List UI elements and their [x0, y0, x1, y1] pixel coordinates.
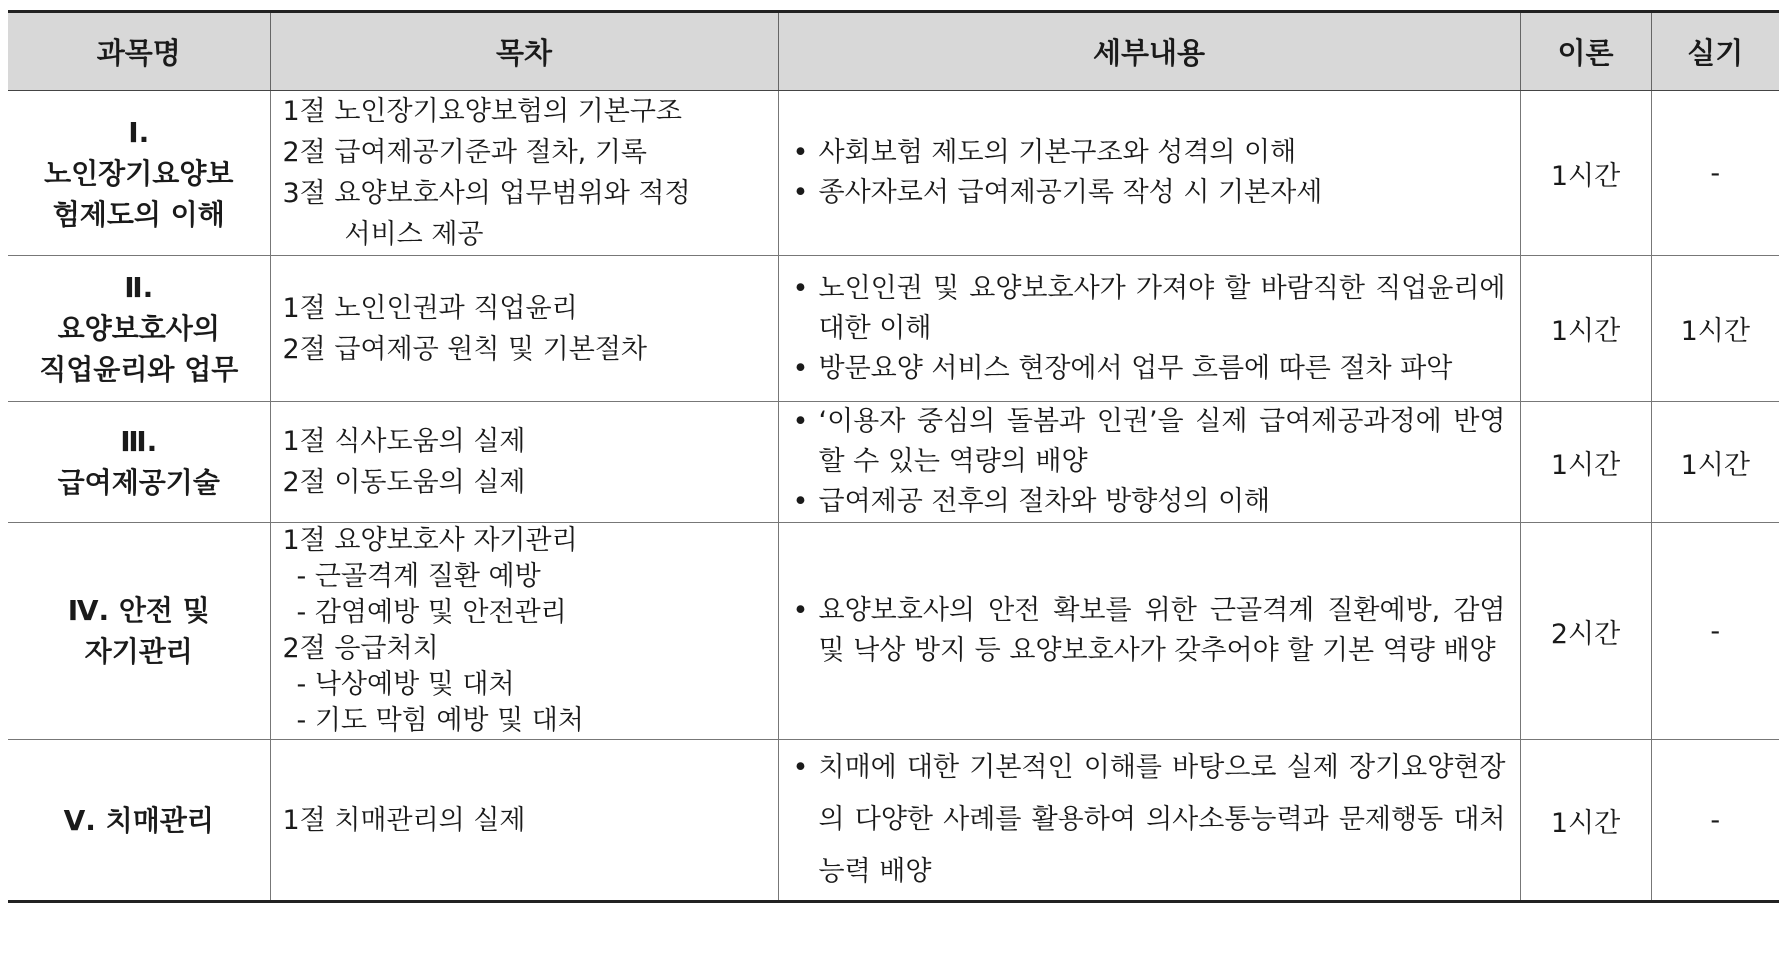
detail-item: • 방문요양 서비스 현장에서 업무 흐름에 따른 절차 파악	[791, 349, 1506, 389]
header-practice: 실기	[1651, 12, 1779, 91]
subject-line: 직업윤리와 업무	[39, 353, 239, 386]
subject-cell	[8, 740, 270, 902]
toc-cell	[270, 91, 778, 256]
curriculum-table	[8, 10, 1779, 903]
practice-hours: -	[1651, 740, 1779, 902]
subject-line: 노인장기요양보	[44, 156, 234, 190]
table-row	[8, 256, 1779, 402]
detail-cell	[778, 740, 1520, 902]
subject-line: Ⅱ.	[124, 271, 154, 304]
detail-item: • 사회보험 제도의 기본구조와 성격의 이해	[791, 133, 1506, 173]
theory-hours: 1시간	[1520, 91, 1651, 256]
practice-hours: -	[1651, 523, 1779, 740]
table-row	[8, 523, 1779, 740]
toc-line: 3절 요양보호사의 업무범위와 적정	[282, 178, 691, 209]
subject-line: 자기관리	[84, 635, 193, 668]
detail-item: • 요양보호사의 안전 확보를 위한 근골격계 질환예방, 감염 및 낙상 방지 등 요양보호사가 갖추어야 할 기본 역량 배양	[791, 591, 1506, 671]
detail-cell	[778, 402, 1520, 523]
practice-hours: -	[1651, 91, 1779, 256]
header-subject: 과목명	[8, 12, 270, 91]
subject-line: Ⅳ. 안전 및	[67, 594, 210, 627]
toc-line: 2절 응급처치	[282, 633, 439, 664]
subject-line: Ⅲ.	[120, 425, 158, 458]
subject-line: 험제도의 이해	[52, 197, 225, 231]
table-row	[8, 740, 1779, 902]
theory-hours: 1시간	[1520, 256, 1651, 402]
subject-cell	[8, 402, 270, 523]
table-row	[8, 402, 1779, 523]
table-row	[8, 91, 1779, 256]
header-toc: 목차	[270, 12, 778, 91]
toc-line: - 낙상예방 및 대처	[296, 669, 515, 700]
toc-cell	[270, 256, 778, 402]
detail-item: • 치매에 대한 기본적인 이해를 바탕으로 실제 장기요양현장의 다양한 사례를 활용하여 의사소통능력과 문제행동 대처 능력 배양	[791, 742, 1506, 898]
header-detail: 세부내용	[778, 12, 1520, 91]
toc-line: 1절 노인장기요양보험의 기본구조	[282, 96, 682, 127]
subject-cell	[8, 256, 270, 402]
subject-line: Ⅴ. 치매관리	[63, 803, 214, 837]
toc-cell	[270, 523, 778, 740]
theory-hours: 1시간	[1520, 740, 1651, 902]
subject-cell	[8, 91, 270, 256]
header-theory: 이론	[1520, 12, 1651, 91]
toc-line: 1절 치매관리의 실제	[282, 804, 526, 836]
practice-hours: 1시간	[1651, 256, 1779, 402]
toc-line: 1절 노인인권과 직업윤리	[282, 292, 578, 324]
toc-line: - 감염예방 및 안전관리	[296, 597, 567, 628]
detail-item: • ‘이용자 중심의 돌봄과 인권’을 실제 급여제공과정에 반영할 수 있는 역량의 배양	[791, 402, 1506, 482]
detail-cell	[778, 256, 1520, 402]
subject-line: 급여제공기술	[57, 466, 220, 499]
detail-cell	[778, 523, 1520, 740]
header-row	[8, 12, 1779, 91]
toc-line: 서비스 제공	[344, 219, 484, 250]
toc-line: 1절 식사도움의 실제	[282, 426, 526, 457]
practice-hours: 1시간	[1651, 402, 1779, 523]
toc-line: - 근골격계 질환 예방	[296, 561, 541, 592]
toc-cell	[270, 402, 778, 523]
toc-line: 2절 급여제공기준과 절차, 기록	[282, 137, 647, 168]
detail-item: • 급여제공 전후의 절차와 방향성의 이해	[791, 482, 1506, 522]
theory-hours: 2시간	[1520, 523, 1651, 740]
toc-cell	[270, 740, 778, 902]
subject-line: Ⅰ.	[128, 115, 150, 149]
theory-hours: 1시간	[1520, 402, 1651, 523]
detail-cell	[778, 91, 1520, 256]
toc-line: 2절 이동도움의 실제	[282, 467, 526, 498]
toc-line: 1절 요양보호사 자기관리	[282, 525, 578, 556]
subject-line: 요양보호사의	[57, 312, 220, 345]
detail-item: • 종사자로서 급여제공기록 작성 시 기본자세	[791, 173, 1506, 213]
toc-line: - 기도 막힘 예방 및 대처	[296, 705, 584, 736]
toc-line: 2절 급여제공 원칙 및 기본절차	[282, 333, 647, 365]
detail-item: • 노인인권 및 요양보호사가 가져야 할 바람직한 직업윤리에 대한 이해	[791, 269, 1506, 349]
subject-cell	[8, 523, 270, 740]
